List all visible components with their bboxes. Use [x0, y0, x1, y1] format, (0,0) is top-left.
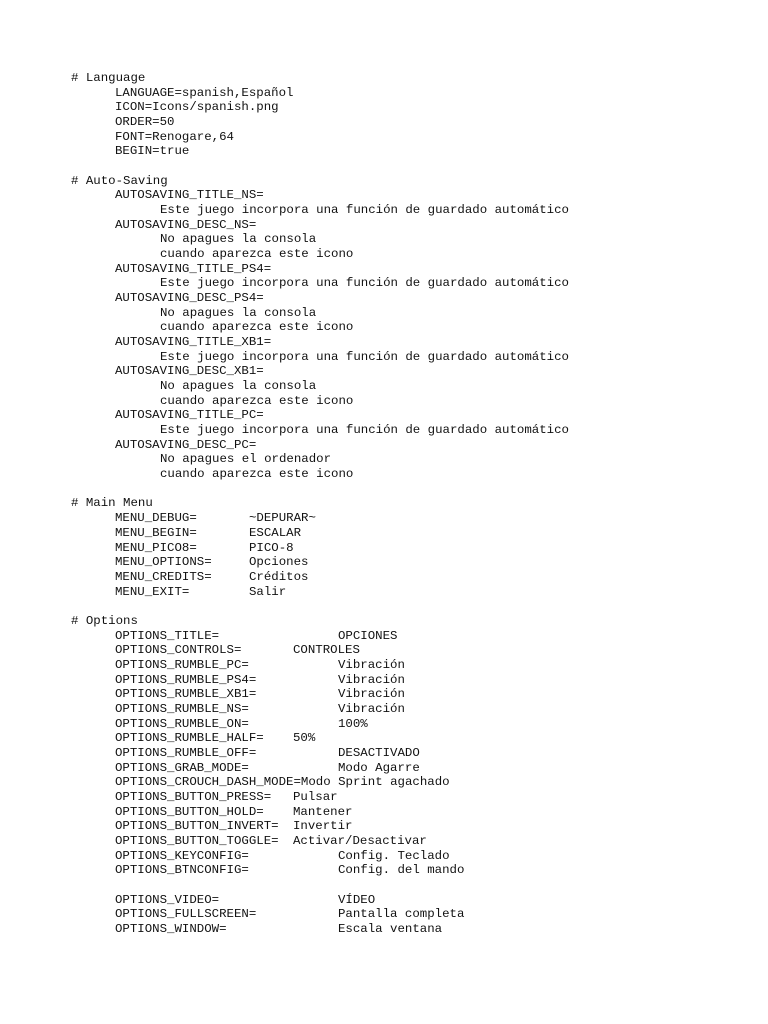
config-line: BEGIN=true — [115, 144, 190, 159]
config-value: Config. Teclado — [338, 848, 450, 863]
config-value: Pantalla completa — [338, 907, 465, 922]
config-value: ~DEPURAR~ — [249, 511, 316, 526]
config-key: OPTIONS_BTNCONFIG= — [115, 863, 249, 878]
config-key: OPTIONS_RUMBLE_PS4= — [115, 672, 257, 687]
config-value: No apagues la consola — [160, 232, 317, 247]
config-key: OPTIONS_CONTROLS= — [115, 643, 242, 658]
config-line — [0, 717, 768, 732]
config-key: AUTOSAVING_DESC_PS4= — [115, 291, 264, 306]
config-value: 100% — [338, 716, 368, 731]
config-key: OPTIONS_RUMBLE_PC= — [115, 657, 249, 672]
config-value: Este juego incorpora una función de guardado automático — [160, 203, 569, 218]
config-key: OPTIONS_RUMBLE_ON= — [115, 716, 249, 731]
config-line — [0, 585, 768, 600]
config-value: No apagues el ordenador — [160, 452, 332, 467]
config-value: cuando aparezca este icono — [160, 247, 354, 262]
blank-line — [0, 159, 768, 174]
section-heading-language: # Language — [71, 71, 146, 85]
config-line — [0, 746, 768, 761]
config-line: FONT=Renogare,64 — [115, 129, 234, 144]
config-line — [0, 805, 768, 820]
config-line — [0, 570, 768, 585]
config-key: MENU_OPTIONS= — [115, 555, 212, 570]
config-value: Vibración — [338, 687, 405, 702]
config-value: Modo Sprint agachado — [300, 775, 450, 790]
config-value: Escala ventana — [338, 921, 443, 936]
config-key: OPTIONS_VIDEO= — [115, 892, 220, 907]
section-heading-autosaving: # Auto-Saving — [71, 173, 168, 188]
config-value: Modo Agarre — [338, 760, 420, 775]
config-value: ESCALAR — [249, 525, 302, 540]
config-value: Mantener — [293, 804, 353, 819]
config-value: cuando aparezca este icono — [160, 393, 354, 408]
config-key: OPTIONS_RUMBLE_XB1= — [115, 687, 257, 702]
config-key: OPTIONS_WINDOW= — [115, 921, 227, 936]
config-line: LANGUAGE=spanish,Español — [115, 85, 294, 100]
config-key: OPTIONS_BUTTON_TOGGLE= — [115, 833, 279, 848]
config-key: MENU_CREDITS= — [115, 569, 212, 584]
config-key: OPTIONS_BUTTON_PRESS= — [115, 789, 272, 804]
config-line — [0, 761, 768, 776]
config-line — [0, 511, 768, 526]
config-value: VÍDEO — [338, 892, 376, 907]
config-key: AUTOSAVING_TITLE_PS4= — [115, 261, 272, 276]
config-key: MENU_PICO8= — [115, 540, 197, 555]
config-value: CONTROLES — [293, 643, 360, 658]
config-key: OPTIONS_BUTTON_HOLD= — [115, 804, 264, 819]
config-line — [0, 922, 768, 937]
config-value: cuando aparezca este icono — [160, 467, 354, 482]
config-value: cuando aparezca este icono — [160, 320, 354, 335]
config-value: No apagues la consola — [160, 379, 317, 394]
config-line — [0, 893, 768, 908]
config-line: ORDER=50 — [115, 115, 175, 130]
config-line — [0, 849, 768, 864]
config-line — [0, 775, 768, 790]
config-value: Config. del mando — [338, 863, 465, 878]
config-key: AUTOSAVING_TITLE_NS= — [115, 188, 264, 203]
config-key: OPTIONS_FULLSCREEN= — [115, 907, 257, 922]
config-key: AUTOSAVING_TITLE_PC= — [115, 408, 264, 423]
config-line: ICON=Icons/spanish.png — [115, 100, 279, 115]
config-key: OPTIONS_RUMBLE_HALF= — [115, 731, 264, 746]
config-key: OPTIONS_TITLE= — [115, 628, 220, 643]
config-key: MENU_DEBUG= — [115, 511, 197, 526]
config-line — [0, 834, 768, 849]
config-key: MENU_EXIT= — [115, 584, 190, 599]
config-line — [0, 819, 768, 834]
config-value: OPCIONES — [338, 628, 398, 643]
config-value: Pulsar — [293, 789, 338, 804]
config-key: MENU_BEGIN= — [115, 525, 197, 540]
config-value: Vibración — [338, 672, 405, 687]
config-line — [0, 526, 768, 541]
config-value: Opciones — [249, 555, 309, 570]
config-key: AUTOSAVING_DESC_XB1= — [115, 364, 264, 379]
blank-line — [0, 878, 768, 893]
config-key: OPTIONS_CROUCH_DASH_MODE= — [115, 775, 301, 790]
config-line — [0, 555, 768, 570]
config-value: No apagues la consola — [160, 305, 317, 320]
config-value: Salir — [249, 584, 287, 599]
blank-line — [0, 482, 768, 497]
config-value: Este juego incorpora una función de guardado automático — [160, 349, 569, 364]
config-line — [0, 687, 768, 702]
config-value: 50% — [293, 731, 316, 746]
config-key: OPTIONS_BUTTON_INVERT= — [115, 819, 279, 834]
section-heading-main-menu: # Main Menu — [71, 496, 153, 511]
config-key: OPTIONS_RUMBLE_NS= — [115, 701, 249, 716]
config-value: Vibración — [338, 701, 405, 716]
config-value: Activar/Desactivar — [293, 833, 427, 848]
options-list — [0, 629, 768, 937]
config-value: Este juego incorpora una función de guardado automático — [160, 276, 569, 291]
config-line — [0, 643, 768, 658]
config-line — [0, 790, 768, 805]
config-key: AUTOSAVING_DESC_PC= — [115, 437, 257, 452]
config-key: AUTOSAVING_TITLE_XB1= — [115, 335, 272, 350]
config-line — [0, 658, 768, 673]
config-line — [0, 731, 768, 746]
config-line — [0, 907, 768, 922]
config-key: AUTOSAVING_DESC_NS= — [115, 217, 257, 232]
config-line — [0, 541, 768, 556]
config-line — [0, 702, 768, 717]
config-line — [0, 863, 768, 878]
config-value: Este juego incorpora una función de guardado automático — [160, 423, 569, 438]
config-key: OPTIONS_GRAB_MODE= — [115, 760, 249, 775]
config-value: Vibración — [338, 657, 405, 672]
config-value: DESACTIVADO — [338, 745, 420, 760]
blank-line — [0, 599, 768, 614]
config-line — [0, 629, 768, 644]
section-heading-options: # Options — [71, 613, 138, 628]
config-value: PICO-8 — [249, 540, 294, 555]
config-line — [0, 673, 768, 688]
config-value: Invertir — [293, 819, 353, 834]
config-value: Créditos — [249, 569, 309, 584]
config-key: OPTIONS_KEYCONFIG= — [115, 848, 249, 863]
config-key: OPTIONS_RUMBLE_OFF= — [115, 745, 257, 760]
